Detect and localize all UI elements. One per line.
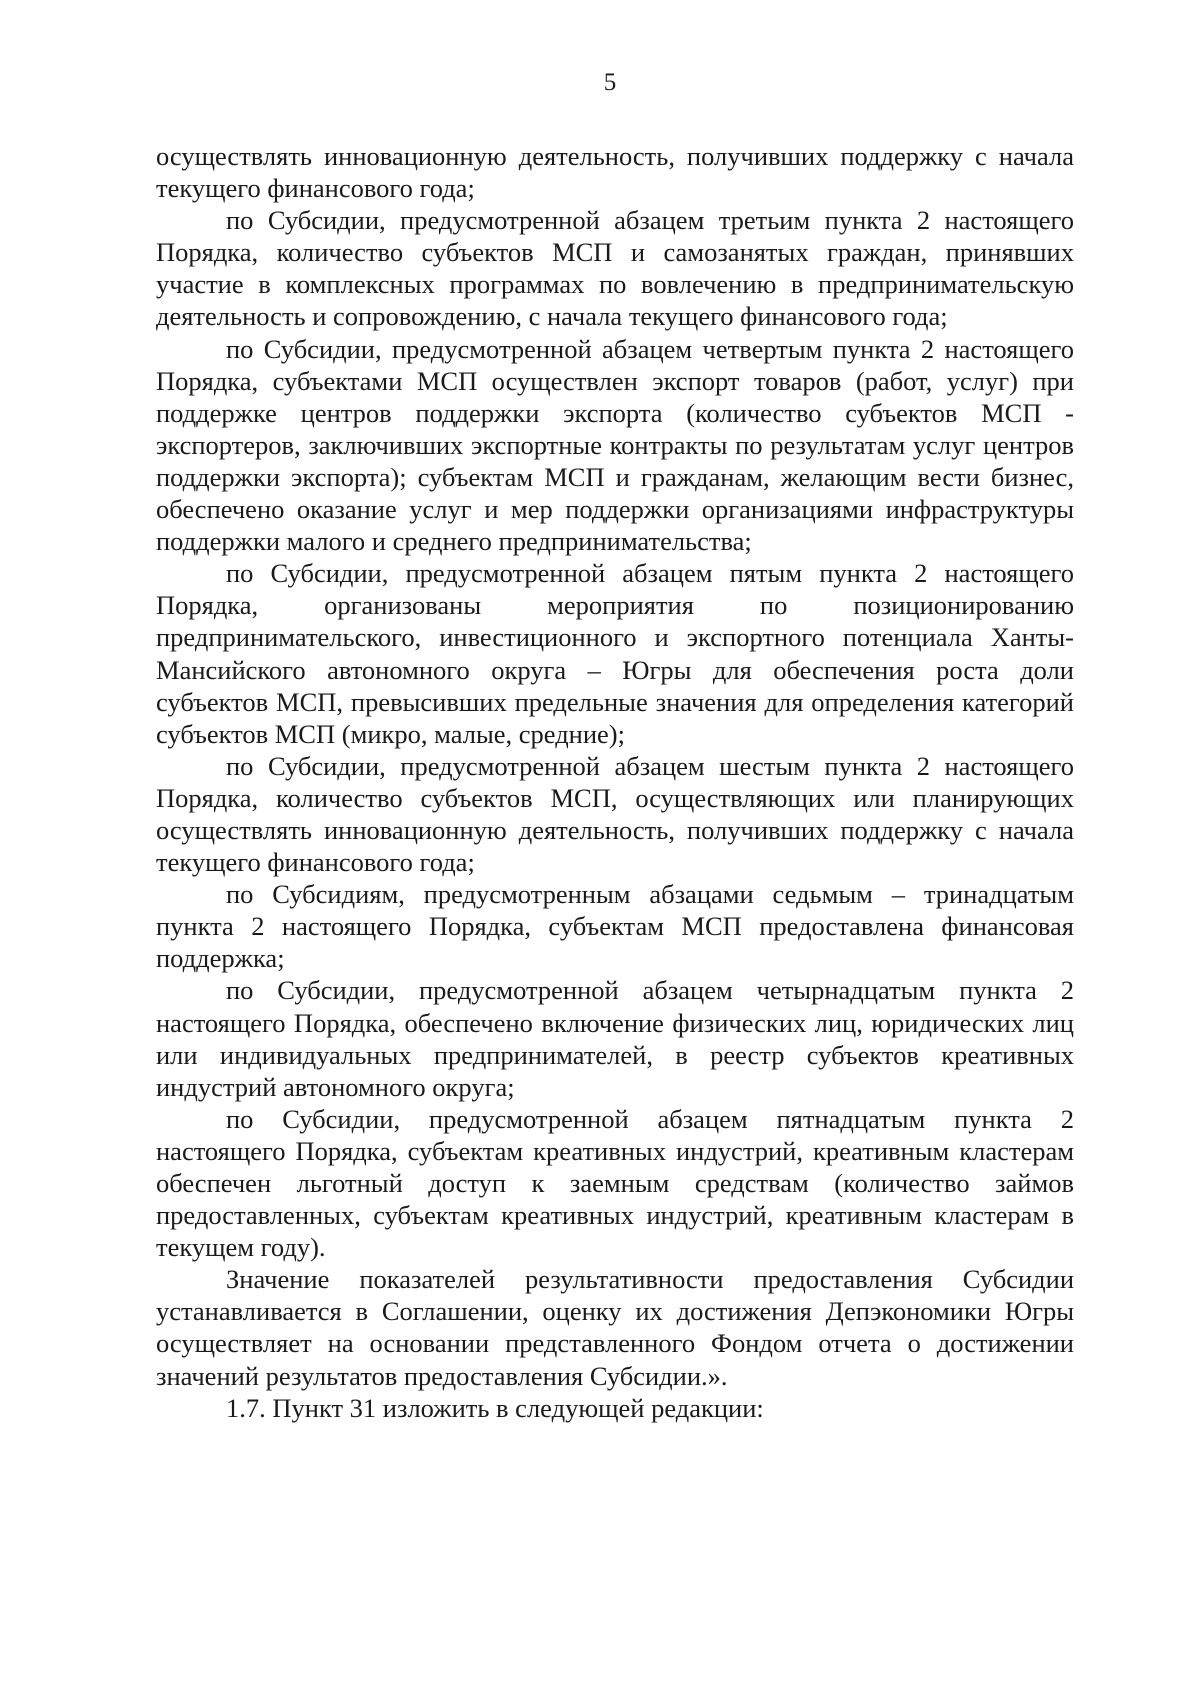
paragraph-subsidy-fifteenth: по Субсидии, предусмотренной абзацем пятнадцатым пункта 2 настоящего Порядка, субъектам креативных индустрий, креативным кластерам обеспечен льготный доступ к заемным средствам (количество займов предоставленных, субъектам креативных индустрий, креативным кластерам в текущем году). bbox=[156, 1103, 1074, 1263]
paragraph-subsidies-seventh-thirteenth: по Субсидиям, предусмотренным абзацами седьмым – тринадцатым пункта 2 настоящего Порядка, субъектам МСП предоставлена финансовая поддержка; bbox=[156, 879, 1074, 974]
paragraph-indicators: Значение показателей результативности предоставления Субсидии устанавливается в Соглашении, оценку их достижения Депэкономики Югры осуществляет на основании представленного Фондом отчета о достижении значений результатов предоставления Субсидии.». bbox=[156, 1264, 1074, 1391]
paragraph-continuation: осуществлять инновационную деятельность, получивших поддержку с начала текущего финансового года; bbox=[156, 141, 1074, 204]
paragraph-subsidy-fourteenth: по Субсидии, предусмотренной абзацем четырнадцатым пункта 2 настоящего Порядка, обеспечено включение физических лиц, юридических лиц или индивидуальных предпринимателей, в реестр субъектов креативных индустрий автономного округа; bbox=[156, 975, 1074, 1102]
paragraph-subsidy-sixth: по Субсидии, предусмотренной абзацем шестым пункта 2 настоящего Порядка, количество субъектов МСП, осуществляющих или планирующих осуществлять инновационную деятельность, получивших поддержку с начала текущего финансового года; bbox=[156, 750, 1074, 878]
paragraph-item-1-7: 1.7. Пункт 31 изложить в следующей редакции: bbox=[226, 1392, 764, 1423]
paragraph-subsidy-fifth: по Субсидии, предусмотренной абзацем пятым пункта 2 настоящего Порядка, организованы мероприятия по позиционированию предпринимательского, инвестиционного и экспортного потенциала Ханты-Мансийского автономного округа – Югры для обеспечения роста доли субъектов МСП, превысивших предельные значения для определения категорий субъектов МСП (микро, малые, средние); bbox=[156, 558, 1074, 749]
page-number: 5 bbox=[603, 69, 617, 96]
document-body bbox=[156, 140, 1074, 1424]
paragraph-subsidy-fourth: по Субсидии, предусмотренной абзацем четвертым пункта 2 настоящего Порядка, субъектами МСП осуществлен экспорт товаров (работ, услуг) при поддержке центров поддержки экспорта (количество субъектов МСП - экспортеров, заключивших экспортные контракты по результатам услуг центров поддержки экспорта); субъектам МСП и гражданам, желающим вести бизнес, обеспечено оказание услуг и мер поддержки организациями инфраструктуры поддержки малого и среднего предпринимательства; bbox=[156, 333, 1074, 557]
paragraph-subsidy-third: по Субсидии, предусмотренной абзацем третьим пункта 2 настоящего Порядка, количество субъектов МСП и самозанятых граждан, принявших участие в комплексных программах по вовлечению в предпринимательскую деятельность и сопровождению, с начала текущего финансового года; bbox=[156, 205, 1074, 332]
